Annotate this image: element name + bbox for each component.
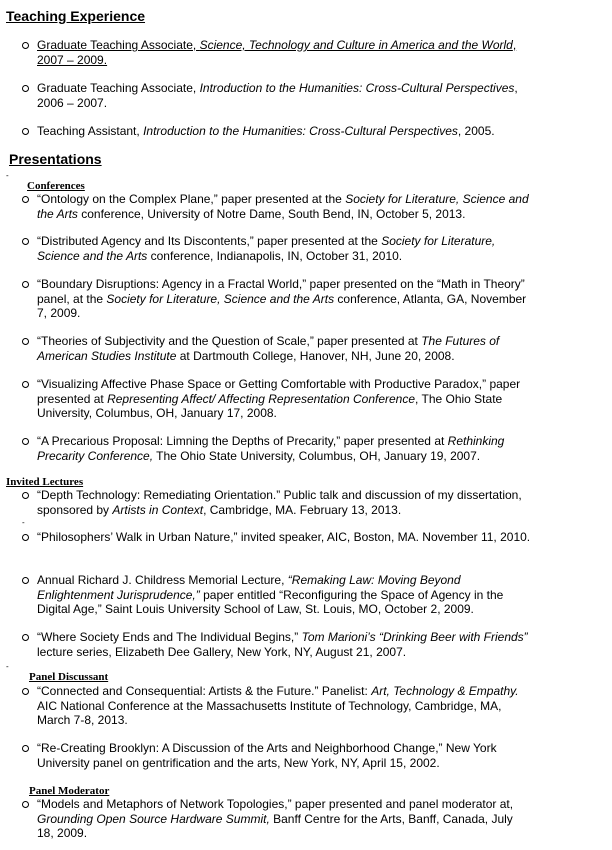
item-emphasis: Society for Literature, Science and the Arts (37, 192, 529, 221)
item-text: Annual Richard J. Childress Memorial Lecture, (37, 573, 288, 587)
item-text: , Cambridge, MA. February 13, 2013. (203, 502, 402, 517)
bullet-icon (22, 634, 29, 641)
bullet-icon (22, 688, 29, 695)
item-text: , The Ohio State University, Columbus, OH, January 17, 2008. (37, 391, 503, 420)
bullet-icon (22, 745, 29, 752)
bullet-icon (22, 577, 29, 584)
item-emphasis: Introduction to the Humanities: Cross-Cultural Perspectives (143, 124, 458, 138)
item-text: “Depth Technology: Remediating Orientation.” Public talk and discussion of my dissertation, sponsored by (37, 488, 522, 517)
item-emphasis: Representing Affect/ Affecting Representation Conference (107, 391, 416, 406)
bullet-icon (22, 492, 29, 499)
item-text: “Philosophers’ Walk in Urban Nature,” invited speaker, AIC, Boston, MA. November 11, 2010. (37, 530, 531, 544)
item-text: Graduate Teaching Associate, (37, 38, 200, 52)
bullet-icon (22, 196, 29, 203)
item-text: “Models and Metaphors of Network Topologies,” paper presented and panel moderator at, (37, 797, 514, 811)
item-text: “Distributed Agency and Its Discontents,” paper presented at the (37, 234, 382, 248)
item-emphasis: Artists in Context (112, 502, 204, 517)
item-text: The Ohio State University, Columbus, OH, January 19, 2007. (153, 448, 481, 463)
item-text: paper entitled “Reconfiguring the Space of Agency in the Digital Age,” Saint Louis University School of Law, St. Louis, MO, October 2, 2009. (37, 587, 504, 616)
item-text: , 2007 – 2009. (37, 38, 517, 67)
bullet-icon (22, 534, 29, 541)
item-text: “Visualizing Affective Phase Space or Getting Comfortable with Productive Paradox,” paper presented at (37, 377, 521, 406)
item-text: conference, Indianapolis, IN, October 31, 2010. (147, 248, 403, 263)
item-text: lecture series, Elizabeth Dee Gallery, New York, NY, August 21, 2007. (37, 644, 407, 659)
dash-mark: - (22, 518, 25, 527)
item-text: Teaching Assistant, (37, 124, 144, 138)
item-text: “Re-Creating Brooklyn: A Discussion of the Arts and Neighborhood Change,” New York University panel on gentrification and the arts, New York, NY, April 15, 2002. (37, 741, 497, 770)
item-text: “Connected and Consequential: Artists & the Future.” Panelist: (37, 684, 372, 698)
teaching-heading: Teaching Experience (6, 8, 146, 24)
item-text: , 2005. (457, 124, 495, 138)
bullet-icon (22, 85, 29, 92)
dash-mark: - (6, 662, 9, 671)
bullet-icon (22, 42, 29, 49)
item-text: conference, University of Notre Dame, South Bend, IN, October 5, 2013. (77, 206, 466, 221)
item-emphasis: Tom Marioni’s “Drinking Beer with Friends” (301, 630, 528, 644)
conferences-label: Conferences (27, 180, 85, 192)
item-text: “Theories of Subjectivity and the Question of Scale,” paper presented at (37, 334, 422, 348)
item-text: , 2006 – 2007. (37, 81, 518, 110)
panel-discussant-label: Panel Discussant (29, 671, 109, 683)
item-emphasis: Introduction to the Humanities: Cross-Cultural Perspectives (199, 81, 515, 95)
item-emphasis: Society for Literature, Science and the Arts (37, 234, 496, 263)
invited-lectures-label: Invited Lectures (6, 476, 84, 488)
presentations-heading: Presentations (9, 151, 102, 167)
item-text: Banff Centre for the Arts, Banff, Canada, July 18, 2009. (37, 811, 513, 840)
bullet-icon (22, 238, 29, 245)
dash-mark: - (6, 171, 9, 180)
item-emphasis: The Futures of American Studies Institute (37, 334, 500, 363)
item-text: “A Precarious Proposal: Limning the Depths of Precarity,” paper presented at (37, 434, 448, 448)
item-emphasis: Rethinking Precarity Conference, (37, 434, 505, 463)
item-text: AIC National Conference at the Massachusetts Institute of Technology, Cambridge, MA, March 7-8, 2013. (37, 698, 502, 727)
bullet-icon (22, 128, 29, 135)
item-text: “Ontology on the Complex Plane,” paper presented at the (37, 192, 346, 206)
item-text: “Boundary Disruptions: Agency in a Fractal World,” paper presented on the “Math in Theory” panel, at the (37, 277, 525, 306)
item-emphasis: Science, Technology and Culture in America and the World (199, 38, 513, 52)
bullet-icon (22, 281, 29, 288)
item-emphasis: Grounding Open Source Hardware Summit, (37, 811, 270, 826)
item-text: conference, Atlanta, GA, November 7, 2009. (37, 291, 527, 320)
bullet-icon (22, 438, 29, 445)
item-emphasis: Art, Technology & Empathy. (371, 684, 519, 698)
item-text: Graduate Teaching Associate, (37, 81, 200, 95)
bullet-icon (22, 381, 29, 388)
item-emphasis: Society for Literature, Science and the Arts (106, 291, 335, 306)
panel-moderator-label: Panel Moderator (29, 785, 110, 797)
bullet-icon (22, 801, 29, 808)
item-text: “Where Society Ends and The Individual Begins,” (37, 630, 302, 644)
item-text: at Dartmouth College, Hanover, NH, June 20, 2008. (176, 348, 455, 363)
bullet-icon (22, 338, 29, 345)
item-emphasis: “Remaking Law: Moving Beyond Enlightenment Jurisprudence,” (37, 573, 461, 602)
